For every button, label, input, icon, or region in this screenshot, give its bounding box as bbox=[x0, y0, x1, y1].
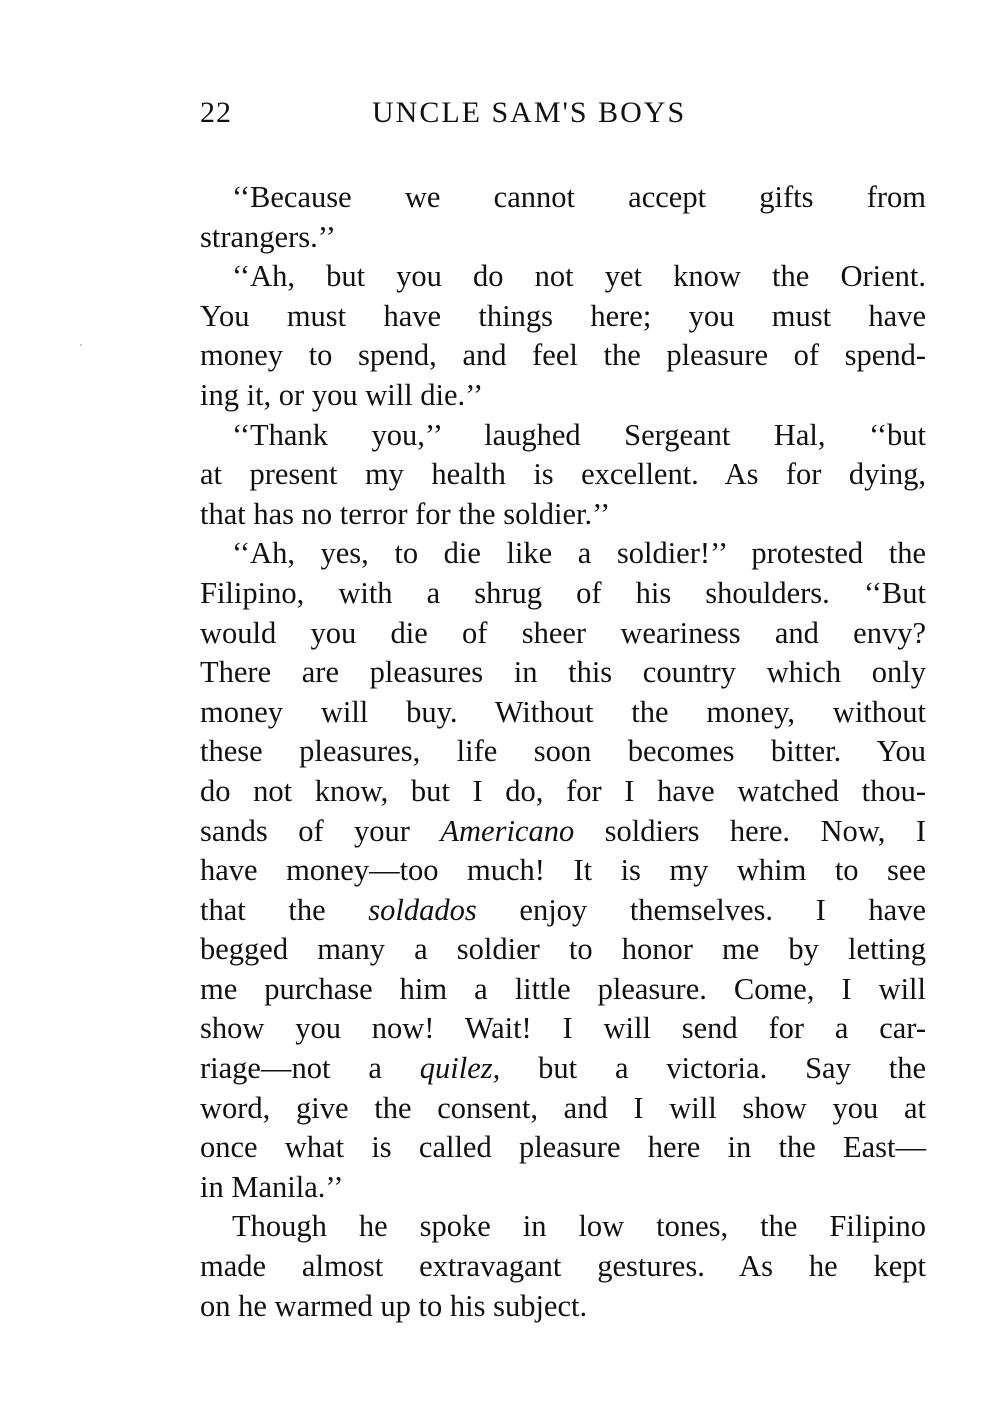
text-line bbox=[200, 495, 926, 535]
text-line bbox=[200, 693, 926, 733]
text-line bbox=[200, 772, 926, 812]
line-text: Filipino, with a shrug of his shoulders. ‘‘But bbox=[200, 575, 926, 610]
line-text: me purchase him a little pleasure. Come, I will bbox=[200, 971, 926, 1006]
text-line bbox=[200, 574, 926, 614]
paper-speck bbox=[80, 344, 82, 346]
line-text: enjoy themselves. I have bbox=[476, 892, 926, 927]
italic-text: Americano bbox=[440, 813, 575, 848]
line-text: do not know, but I do, for I have watched thou- bbox=[200, 773, 926, 808]
text-line bbox=[200, 1168, 926, 1208]
text-line bbox=[200, 891, 926, 931]
line-text: Though he spoke in low tones, the Filipino bbox=[232, 1209, 926, 1244]
line-text: ‘‘Ah, but you do not yet know the Orient. bbox=[232, 259, 926, 294]
text-line bbox=[200, 970, 926, 1010]
text-line bbox=[200, 257, 926, 297]
line-text: ‘‘Because we cannot accept gifts from bbox=[232, 180, 926, 214]
text-line bbox=[200, 1009, 926, 1049]
paragraph bbox=[200, 534, 926, 1207]
text-line bbox=[200, 930, 926, 970]
text-line bbox=[200, 1247, 926, 1287]
text-line bbox=[200, 534, 926, 574]
line-text: ing it, or you will die.’’ bbox=[200, 377, 484, 412]
line-text: show you now! Wait! I will send for a car- bbox=[200, 1011, 926, 1046]
line-text: riage—not a bbox=[200, 1051, 420, 1086]
text-line bbox=[200, 851, 926, 891]
text-line bbox=[200, 416, 926, 456]
line-text: ‘‘Ah, yes, to die like a soldier!’’ protested the bbox=[232, 536, 926, 571]
text-line bbox=[200, 1287, 926, 1327]
line-text: that the bbox=[200, 892, 369, 927]
text-line bbox=[200, 1089, 926, 1129]
text-line bbox=[200, 455, 926, 495]
italic-text: soldados bbox=[368, 892, 477, 927]
paragraph bbox=[200, 416, 926, 535]
text-line bbox=[200, 178, 926, 218]
page-number: 22 bbox=[200, 96, 232, 129]
text-line bbox=[200, 336, 926, 376]
text-line bbox=[200, 732, 926, 772]
text-line bbox=[200, 376, 926, 416]
running-head bbox=[200, 96, 926, 140]
line-text: begged many a soldier to honor me by letting bbox=[200, 932, 926, 967]
italic-text: quilez, bbox=[419, 1051, 501, 1086]
text-line bbox=[200, 653, 926, 693]
line-text: word, give the consent, and I will show you at bbox=[200, 1090, 926, 1125]
text-line bbox=[200, 218, 926, 258]
text-line bbox=[200, 1128, 926, 1168]
line-text: would you die of sheer weariness and envy? bbox=[200, 615, 926, 650]
line-text: You must have things here; you must have bbox=[200, 298, 926, 333]
line-text: on he warmed up to his subject. bbox=[200, 1288, 588, 1323]
line-text: There are pleasures in this country which only bbox=[200, 655, 926, 690]
line-text: money to spend, and feel the pleasure of spend- bbox=[200, 338, 926, 373]
line-text: made almost extravagant gestures. As he kept bbox=[200, 1249, 926, 1284]
line-text: have money—too much! It is my whim to see bbox=[200, 853, 926, 888]
text-line bbox=[200, 1049, 926, 1089]
line-text: but a victoria. Say the bbox=[500, 1051, 926, 1086]
line-text: strangers.’’ bbox=[200, 219, 336, 254]
line-text: these pleasures, life soon becomes bitter. You bbox=[200, 734, 926, 769]
running-title: UNCLE SAM'S BOYS bbox=[372, 96, 687, 129]
text-line bbox=[200, 1207, 926, 1247]
line-text: that has no terror for the soldier.’’ bbox=[200, 496, 611, 531]
text-line bbox=[200, 812, 926, 852]
line-text: sands of your bbox=[200, 813, 441, 848]
text-line bbox=[200, 614, 926, 654]
line-text: money will buy. Without the money, without bbox=[200, 694, 926, 729]
line-text: ‘‘Thank you,’’ laughed Sergeant Hal, ‘‘but bbox=[232, 417, 926, 452]
body-text bbox=[200, 178, 926, 1326]
line-text: at present my health is excellent. As for dying, bbox=[200, 457, 926, 492]
line-text: soldiers here. Now, I bbox=[574, 813, 926, 848]
line-text: once what is called pleasure here in the East— bbox=[200, 1130, 926, 1165]
paragraph bbox=[200, 257, 926, 415]
paragraph bbox=[200, 178, 926, 257]
line-text: in Manila.’’ bbox=[200, 1169, 344, 1204]
text-line bbox=[200, 297, 926, 337]
paragraph bbox=[200, 1207, 926, 1326]
